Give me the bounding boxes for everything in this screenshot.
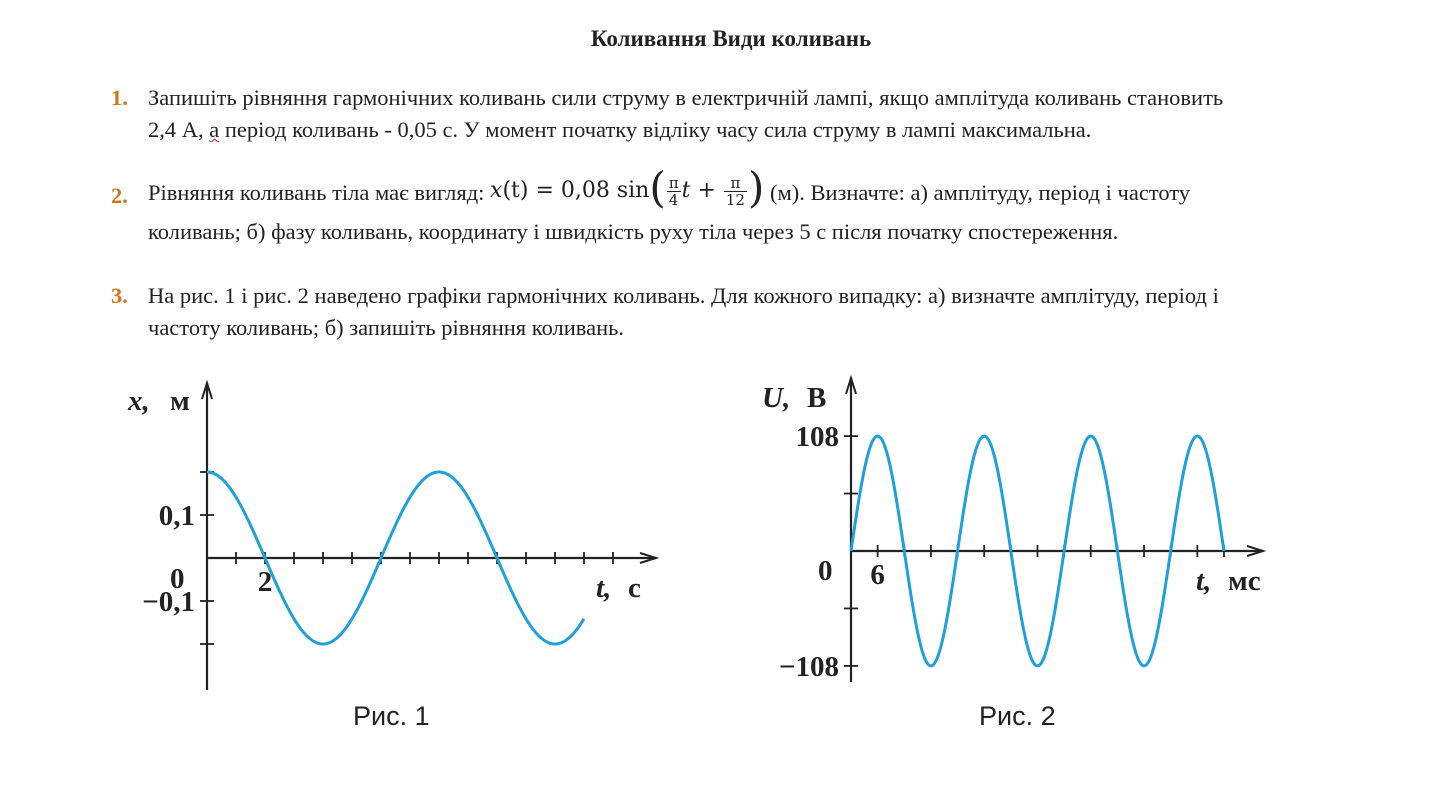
- y-axis-label-var: x,: [128, 385, 150, 417]
- spellcheck-marked-word: а: [209, 117, 220, 142]
- formula-paren-close: ): [747, 163, 765, 212]
- task-number: 3.: [111, 283, 128, 308]
- x-axis-label-unit: мс: [1228, 565, 1261, 597]
- fraction-denominator: 4: [668, 190, 679, 209]
- y-tick-label: 108: [795, 421, 839, 454]
- y-tick-label: 0,1: [158, 500, 195, 532]
- formula-equals: = 0,08 sin: [528, 178, 650, 203]
- formula-arg: (t): [502, 178, 529, 203]
- y-axis-label-unit: В: [807, 382, 827, 414]
- formula-plus: +: [690, 178, 723, 203]
- fraction-numerator: π: [668, 173, 679, 192]
- task-line: На рис. 1 і рис. 2 наведено графіки гармонічних коливань. Для кожного випадку: а) визначте амплітуду, період і: [148, 283, 1219, 308]
- formula-paren-open: (: [649, 163, 666, 212]
- y-tick-label: −0,1: [142, 586, 195, 618]
- y-tick-label: −108: [778, 650, 839, 683]
- text-fragment: період коливань - 0,05 с. У момент початку відліку часу сила струму в лампі максимальна.: [219, 117, 1092, 142]
- task-number: 2.: [111, 183, 128, 208]
- y-axis-label-var: U,: [762, 382, 791, 414]
- figure-1-caption: Рис. 1: [353, 701, 430, 731]
- x-tick-label: 6: [870, 559, 885, 591]
- y-axis-label-unit: м: [170, 385, 190, 417]
- x-tick-label: 2: [257, 566, 273, 598]
- x-axis-label-var: t,: [1196, 565, 1212, 597]
- task-number: 1.: [111, 85, 128, 110]
- formula-var: x: [490, 178, 503, 203]
- task-line: частоту коливань; б) запишіть рівняння коливань.: [148, 315, 625, 340]
- fraction-numerator: π: [724, 175, 747, 192]
- page-title: Коливання Види коливань: [590, 26, 872, 51]
- text-fragment: 2,4 А,: [148, 117, 210, 142]
- fraction-denominator: 12: [725, 190, 745, 209]
- task-line: коливань; б) фазу коливань, координату і швидкість руху тіла через 5 с після початку спостереження.: [148, 219, 1119, 244]
- text-fragment: Рівняння коливань тіла має вигляд:: [148, 180, 491, 206]
- origin-label: 0: [818, 555, 833, 587]
- x-axis-label-var: t,: [596, 572, 612, 604]
- x-axis-label-unit: с: [628, 572, 641, 604]
- formula-var: t: [681, 178, 691, 203]
- text-fragment: (м). Визначте: а) амплітуду, період і частоту: [764, 180, 1191, 206]
- origin-label: 0: [170, 563, 185, 595]
- figure-2-caption: Рис. 2: [979, 701, 1056, 731]
- task-line: Запишіть рівняння гармонічних коливань сили струму в електричній лампі, якщо амплітуда коливань становить: [148, 85, 1224, 110]
